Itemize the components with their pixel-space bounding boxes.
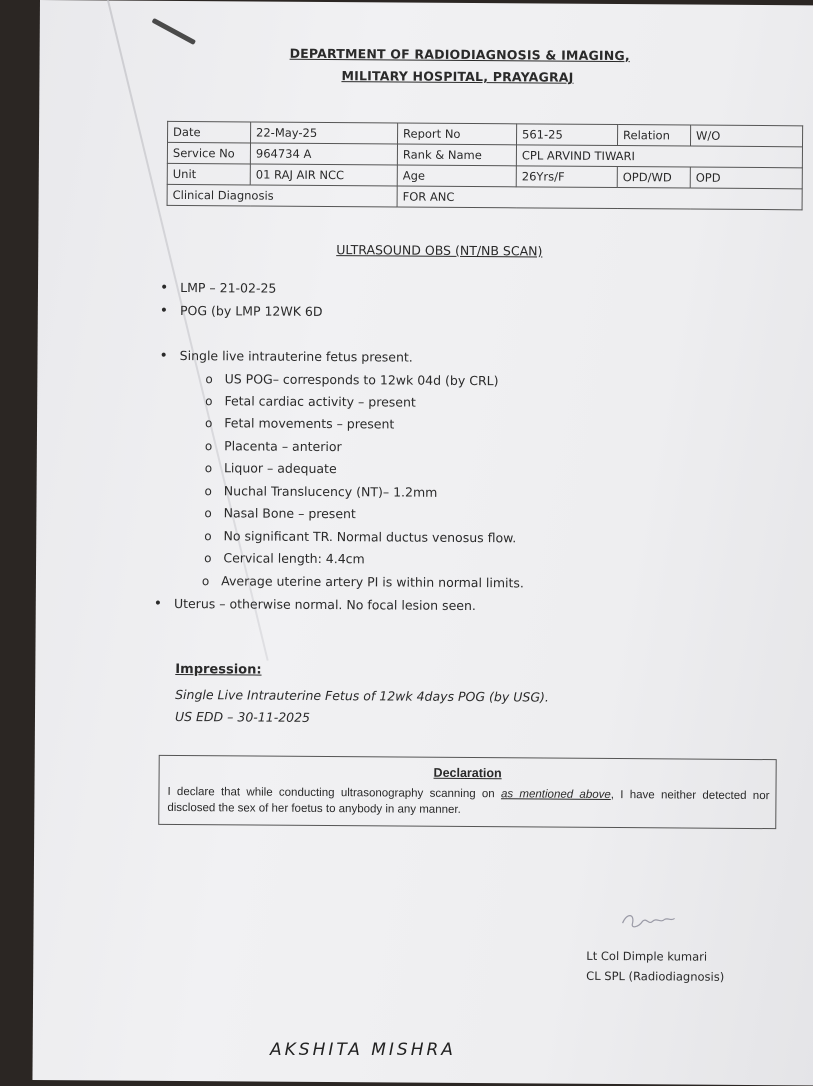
uterus-item xyxy=(154,596,476,614)
sub-finding-text: Placenta – anterior xyxy=(224,438,342,455)
clinical-diagnosis-value: FOR ANC xyxy=(397,186,802,210)
circle-bullet-icon: o xyxy=(205,372,213,387)
circle-bullet-icon: o xyxy=(204,439,213,454)
sub-finding-item xyxy=(202,573,524,590)
declaration-text xyxy=(167,784,769,820)
circle-bullet-icon: o xyxy=(204,506,212,521)
main-finding-item xyxy=(159,348,412,366)
sub-finding-item xyxy=(205,460,337,476)
age-label: Age xyxy=(397,165,516,187)
patient-info-table xyxy=(167,121,804,210)
handwritten-name: AKSHITA MISHRA xyxy=(270,1040,456,1060)
bullet-icon: • xyxy=(159,347,168,364)
report-no-value: 561-25 xyxy=(517,124,618,146)
sub-finding-text: Fetal movements – present xyxy=(224,415,395,432)
sub-finding-text: US POG– corresponds to 12wk 04d (by CRL) xyxy=(224,371,499,389)
signatory-name: Lt Col Dimple kumari xyxy=(586,948,708,964)
unit-label: Unit xyxy=(167,163,250,185)
opd-label: OPD/WD xyxy=(617,167,690,189)
main-finding-text: Single live intrauterine fetus present. xyxy=(179,347,413,365)
rank-name-value: CPL ARVIND TIWARI xyxy=(516,145,802,168)
signatory-designation: CL SPL (Radiodiagnosis) xyxy=(586,968,725,984)
sub-finding-item xyxy=(205,415,394,431)
rank-name-label: Rank & Name xyxy=(397,144,516,166)
service-no-label: Service No xyxy=(167,142,250,164)
department-title: DEPARTMENT OF RADIODIAGNOSIS & IMAGING, xyxy=(289,45,630,64)
declaration-title: Declaration xyxy=(433,765,502,781)
declaration-text-part: , I have neither detected nor disclosed the sex of her foetus to anybody in any manner. xyxy=(167,789,770,816)
sub-finding-item xyxy=(204,528,516,545)
circle-bullet-icon: o xyxy=(204,461,213,476)
relation-label: Relation xyxy=(617,125,690,147)
lmp-item xyxy=(160,280,277,297)
report-paper xyxy=(32,0,813,1085)
declaration-underlined-text: as mentioned above xyxy=(500,788,611,802)
bullet-icon: • xyxy=(159,302,169,319)
sub-finding-text: Cervical length: 4.4cm xyxy=(223,550,365,567)
unit-value: 01 RAJ AIR NCC xyxy=(250,164,397,186)
circle-bullet-icon: o xyxy=(204,529,212,544)
sub-finding-text: No significant TR. Normal ductus venosus flow. xyxy=(223,528,517,546)
hospital-title: MILITARY HOSPITAL, PRAYAGRAJ xyxy=(341,68,574,85)
circle-bullet-icon: o xyxy=(205,416,213,431)
date-label: Date xyxy=(168,121,251,143)
impression-line-2: US EDD – 30-11-2025 xyxy=(174,708,311,725)
relation-value: W/O xyxy=(690,125,802,147)
sub-finding-item xyxy=(205,393,416,409)
service-no-value: 964734 A xyxy=(250,143,397,165)
sub-finding-item xyxy=(205,371,498,388)
sub-finding-item xyxy=(205,438,342,454)
date-value: 22-May-25 xyxy=(251,122,398,144)
age-value: 26Yrs/F xyxy=(516,166,617,188)
scan-title: ULTRASOUND OBS (NT/NB SCAN) xyxy=(336,242,543,259)
circle-bullet-icon: o xyxy=(201,574,210,589)
bullet-icon: • xyxy=(153,595,163,612)
sub-finding-text: Nuchal Translucency (NT)– 1.2mm xyxy=(223,483,438,500)
bullet-icon: • xyxy=(159,279,169,296)
circle-bullet-icon: o xyxy=(205,394,213,409)
pog-item xyxy=(160,303,323,320)
clinical-diagnosis-label: Clinical Diagnosis xyxy=(167,184,397,207)
opd-value: OPD xyxy=(690,167,802,189)
sub-finding-text: Liquor – adequate xyxy=(223,460,337,477)
pog-text: POG (by LMP 12WK 6D xyxy=(179,302,323,319)
sub-finding-item xyxy=(204,505,356,521)
sub-finding-text: Nasal Bone – present xyxy=(223,505,356,522)
staple-mark xyxy=(151,18,196,45)
sub-finding-text: Fetal cardiac activity – present xyxy=(224,393,416,410)
circle-bullet-icon: o xyxy=(204,484,212,499)
declaration-text-part: I declare that while conducting ultrasonography scanning on xyxy=(167,785,502,801)
sub-finding-item xyxy=(204,550,365,566)
impression-line-1: Single Live Intrauterine Fetus of 12wk 4days POG (by USG). xyxy=(175,686,549,705)
lmp-text: LMP – 21-02-25 xyxy=(180,279,277,296)
uterus-text: Uterus – otherwise normal. No focal lesion seen. xyxy=(173,595,476,614)
sub-finding-text: Average uterine artery PI is within normal limits. xyxy=(221,573,524,591)
circle-bullet-icon: o xyxy=(204,551,212,566)
declaration-box xyxy=(158,755,776,829)
sub-finding-item xyxy=(205,483,438,500)
report-no-label: Report No xyxy=(398,123,517,145)
signature-scribble xyxy=(619,909,679,931)
impression-heading: Impression: xyxy=(175,661,262,678)
